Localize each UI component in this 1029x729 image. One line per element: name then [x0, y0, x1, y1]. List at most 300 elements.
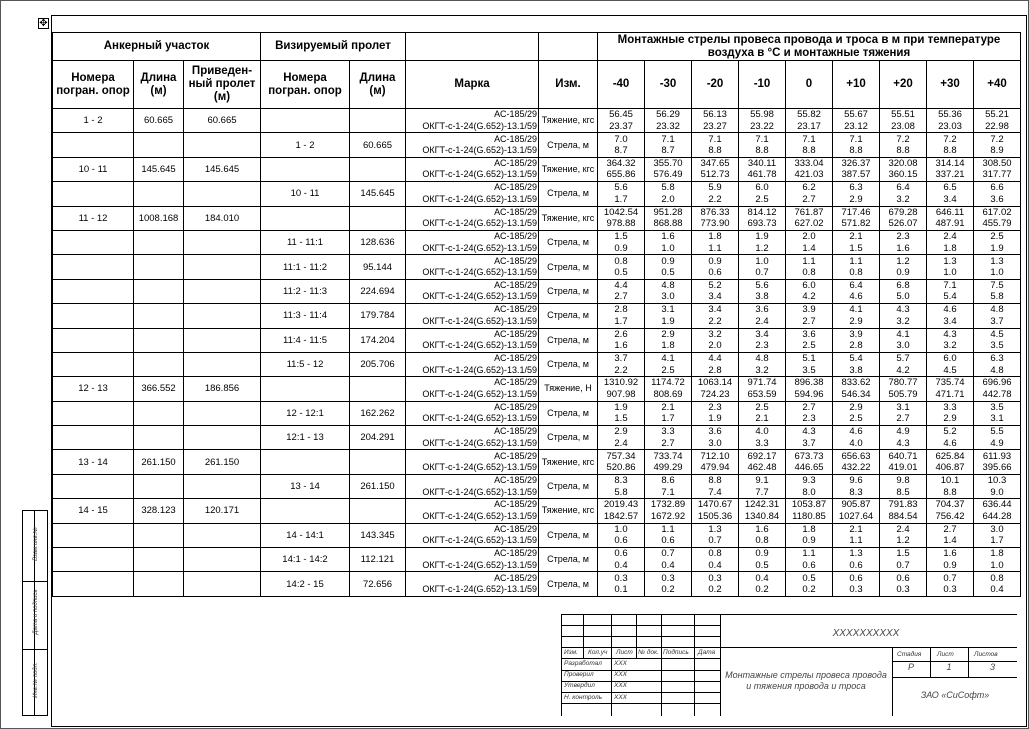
anchor-poles-cell — [53, 548, 134, 572]
value-cell — [786, 304, 833, 328]
value-wire: 1.1 — [849, 255, 863, 267]
value-cable: 2.0 — [661, 193, 675, 205]
value-cell — [927, 109, 974, 133]
anchor-length-cell: 145.645 — [134, 157, 184, 181]
value-wire: 1053.87 — [791, 499, 827, 511]
span-length-cell: 95.144 — [350, 255, 406, 279]
value-cell — [645, 182, 692, 206]
value-wire: 6.0 — [755, 182, 769, 194]
value-cell — [880, 328, 927, 352]
value-cable: 1.9 — [990, 242, 1004, 254]
span-poles-cell: 12:1 - 13 — [261, 426, 350, 450]
mark-cable: ОКГТ-с-1-24(G.652)-13.1/59 — [422, 462, 537, 473]
value-cell — [927, 548, 974, 572]
document-title: Монтажные стрелы провеса провода и тяжения провода и троса — [725, 670, 887, 691]
value-wire: 314.14 — [935, 157, 965, 169]
mark-wire: АС-185/29 — [494, 401, 537, 412]
value-cell — [692, 328, 739, 352]
anchor-reduced-cell — [184, 230, 261, 254]
value-wire: 55.36 — [938, 109, 962, 121]
value-wire: 1042.54 — [603, 206, 639, 218]
sheets-label: Листов — [974, 651, 998, 658]
value-cell — [880, 109, 927, 133]
anchor-reduced-cell: 186.856 — [184, 377, 261, 401]
anchor-poles-cell — [53, 279, 134, 303]
anchor-length-cell — [134, 523, 184, 547]
mark-cable: ОКГТ-с-1-24(G.652)-13.1/59 — [422, 120, 537, 131]
value-cell — [739, 474, 786, 498]
value-wire: 7.2 — [896, 133, 910, 145]
value-cable: 8.8 — [849, 145, 863, 157]
value-cable: 8.7 — [661, 145, 675, 157]
value-cable: 3.2 — [943, 340, 957, 352]
value-cell — [927, 377, 974, 401]
value-wire: 1.9 — [614, 401, 628, 413]
value-cell — [833, 450, 880, 474]
value-cell — [974, 523, 1021, 547]
value-wire: 5.8 — [661, 182, 675, 194]
stamp-col: Кол.уч — [588, 649, 608, 656]
value-cell — [927, 157, 974, 181]
anchor-reduced-cell — [184, 401, 261, 425]
value-cable: 406.87 — [935, 462, 965, 474]
value-wire: 55.82 — [797, 109, 821, 121]
anchor-reduced-cell — [184, 328, 261, 352]
value-cable: 8.5 — [896, 486, 910, 498]
value-cell — [645, 352, 692, 376]
value-wire: 0.9 — [708, 255, 722, 267]
value-wire: 5.6 — [755, 279, 769, 291]
value-wire: 1.8 — [708, 231, 722, 243]
anchor-length-cell — [134, 133, 184, 157]
value-wire: 0.5 — [802, 572, 816, 584]
value-cell — [739, 109, 786, 133]
table-row — [53, 230, 1021, 254]
mark-cable: ОКГТ-с-1-24(G.652)-13.1/59 — [422, 169, 537, 180]
value-cable: 0.1 — [614, 584, 628, 596]
anchor-poles-cell — [53, 304, 134, 328]
value-cable: 2.9 — [943, 413, 957, 425]
value-cell — [927, 401, 974, 425]
value-wire: 7.0 — [614, 133, 628, 145]
value-wire: 1.1 — [661, 523, 675, 535]
stamp-name: ХХХ — [614, 682, 628, 689]
value-cell — [974, 572, 1021, 596]
value-cable: 1.9 — [661, 315, 675, 327]
value-cell — [833, 255, 880, 279]
value-cable: 2.7 — [896, 413, 910, 425]
mark-cell — [406, 133, 539, 157]
value-cable: 8.8 — [755, 145, 769, 157]
stamp-role: Утвердил — [564, 682, 595, 689]
table-row — [53, 352, 1021, 376]
value-cell — [645, 523, 692, 547]
value-cable: 360.15 — [888, 169, 918, 181]
value-cell — [739, 426, 786, 450]
value-cable: 4.2 — [896, 364, 910, 376]
value-cable: 526.07 — [888, 218, 918, 230]
value-cable: 0.9 — [802, 535, 816, 547]
value-cable: 8.0 — [802, 486, 816, 498]
value-cable: 487.91 — [935, 218, 965, 230]
value-cable: 499.29 — [653, 462, 683, 474]
value-wire: 4.8 — [661, 279, 675, 291]
value-cell — [692, 450, 739, 474]
value-cable: 3.2 — [896, 193, 910, 205]
value-cable: 4.6 — [943, 437, 957, 449]
anchor-reduced-cell — [184, 352, 261, 376]
unit-cell: Стрела, м — [539, 426, 598, 450]
value-cell — [598, 157, 645, 181]
mark-wire: АС-185/29 — [494, 255, 537, 266]
mark-wire: АС-185/29 — [494, 231, 537, 242]
value-cell — [974, 377, 1021, 401]
value-cable: 1.7 — [990, 535, 1004, 547]
value-cell — [833, 377, 880, 401]
value-cable: 8.9 — [990, 145, 1004, 157]
value-cell — [927, 450, 974, 474]
value-cable: 756.42 — [935, 510, 965, 522]
value-cell — [598, 572, 645, 596]
anchor-poles-cell — [53, 523, 134, 547]
anchor-poles-cell — [53, 182, 134, 206]
value-cell — [974, 426, 1021, 450]
span-length-cell: 128.636 — [350, 230, 406, 254]
value-wire: 0.7 — [661, 548, 675, 560]
mark-wire: АС-185/29 — [494, 109, 537, 120]
value-wire: 9.3 — [802, 475, 816, 487]
value-cell — [645, 548, 692, 572]
value-wire: 1.6 — [755, 523, 769, 535]
value-cable: 2.3 — [802, 413, 816, 425]
value-cable: 23.17 — [797, 120, 821, 132]
value-cable: 7.7 — [755, 486, 769, 498]
mark-cable: ОКГТ-с-1-24(G.652)-13.1/59 — [422, 413, 537, 424]
span-poles-cell: 1 - 2 — [261, 133, 350, 157]
value-cable: 724.23 — [700, 388, 730, 400]
value-wire: 3.7 — [614, 353, 628, 365]
value-cable: 3.2 — [896, 315, 910, 327]
value-wire: 780.77 — [888, 377, 918, 389]
value-wire: 1.6 — [661, 231, 675, 243]
mark-wire: АС-185/29 — [494, 133, 537, 144]
table-row — [53, 572, 1021, 596]
anchor-poles-cell — [53, 572, 134, 596]
sheet-label: Лист — [937, 651, 954, 658]
value-cable: 1.5 — [614, 413, 628, 425]
unit-cell: Тяжение, кгс — [539, 157, 598, 181]
value-cell — [692, 523, 739, 547]
span-poles-cell: 11:2 - 11:3 — [261, 279, 350, 303]
value-cable: 8.8 — [802, 145, 816, 157]
value-cell — [645, 401, 692, 425]
value-cable: 0.4 — [990, 584, 1004, 596]
value-cell — [598, 109, 645, 133]
value-cable: 23.12 — [844, 120, 868, 132]
mark-cell — [406, 426, 539, 450]
anchor-poles-cell — [53, 328, 134, 352]
value-wire: 0.8 — [990, 572, 1004, 584]
table-row — [53, 426, 1021, 450]
value-wire: 2.3 — [708, 401, 722, 413]
anchor-poles-cell — [53, 352, 134, 376]
unit-cell: Стрела, м — [539, 548, 598, 572]
value-wire: 4.3 — [943, 328, 957, 340]
mark-wire: АС-185/29 — [494, 182, 537, 193]
value-cable: 571.82 — [841, 218, 871, 230]
value-wire: 3.2 — [708, 328, 722, 340]
value-wire: 761.87 — [794, 206, 824, 218]
value-cell — [974, 401, 1021, 425]
value-wire: 0.9 — [661, 255, 675, 267]
header-mark: Марка — [406, 61, 539, 109]
value-wire: 0.9 — [755, 548, 769, 560]
value-cable: 4.6 — [849, 291, 863, 303]
value-cable: 644.28 — [982, 510, 1012, 522]
value-cable: 0.5 — [614, 267, 628, 279]
value-cable: 2.7 — [802, 193, 816, 205]
value-cell — [739, 157, 786, 181]
value-cell — [598, 255, 645, 279]
value-cable: 2.5 — [755, 193, 769, 205]
value-cable: 4.3 — [896, 437, 910, 449]
value-cable: 1180.85 — [792, 510, 826, 522]
side-label: Дата и подпись — [33, 589, 39, 635]
value-cable: 8.8 — [708, 145, 722, 157]
value-cable: 461.78 — [747, 169, 777, 181]
span-length-cell: 261.150 — [350, 474, 406, 498]
value-cable: 1.7 — [661, 413, 675, 425]
value-wire: 8.3 — [614, 475, 628, 487]
value-cell — [974, 304, 1021, 328]
mark-cell — [406, 304, 539, 328]
value-wire: 7.5 — [990, 279, 1004, 291]
value-wire: 1242.31 — [744, 499, 780, 511]
value-cell — [645, 206, 692, 230]
value-cable: 2.9 — [849, 315, 863, 327]
value-cable: 2.3 — [755, 340, 769, 352]
value-cable: 8.3 — [849, 486, 863, 498]
header-unit: Изм. — [539, 61, 598, 109]
value-wire: 2.0 — [802, 231, 816, 243]
anchor-length-cell — [134, 426, 184, 450]
value-cable: 3.1 — [990, 413, 1004, 425]
value-cell — [833, 499, 880, 523]
value-wire: 3.4 — [755, 328, 769, 340]
span-length-cell: 224.694 — [350, 279, 406, 303]
value-cell — [598, 450, 645, 474]
value-cable: 3.0 — [896, 340, 910, 352]
value-wire: 0.6 — [614, 548, 628, 560]
value-cell — [645, 304, 692, 328]
value-cell — [880, 157, 927, 181]
value-cable: 23.37 — [609, 120, 633, 132]
value-cable: 2.8 — [849, 340, 863, 352]
value-cable: 3.8 — [849, 364, 863, 376]
value-cable: 7.4 — [708, 486, 722, 498]
mark-wire: АС-185/29 — [494, 328, 537, 339]
value-wire: 1063.14 — [697, 377, 733, 389]
value-wire: 625.84 — [935, 450, 965, 462]
mark-cable: ОКГТ-с-1-24(G.652)-13.1/59 — [422, 267, 537, 278]
value-cable: 978.88 — [606, 218, 636, 230]
span-length-cell — [350, 157, 406, 181]
mark-cell — [406, 499, 539, 523]
value-cable: 317.77 — [982, 169, 1012, 181]
value-cable: 576.49 — [653, 169, 683, 181]
value-cable: 8.8 — [943, 145, 957, 157]
value-wire: 333.04 — [794, 157, 824, 169]
value-cable: 0.9 — [614, 242, 628, 254]
value-cell — [974, 230, 1021, 254]
value-cell — [786, 279, 833, 303]
value-wire: 640.71 — [888, 450, 918, 462]
mark-cell — [406, 377, 539, 401]
value-cell — [645, 279, 692, 303]
value-cell — [880, 352, 927, 376]
value-wire: 2.9 — [849, 401, 863, 413]
value-cell — [880, 377, 927, 401]
value-cable: 23.08 — [891, 120, 915, 132]
anchor-length-cell — [134, 328, 184, 352]
anchor-length-cell: 261.150 — [134, 450, 184, 474]
value-cable: 419.01 — [888, 462, 918, 474]
stage-label: Стадия — [897, 651, 922, 658]
value-cell — [786, 523, 833, 547]
span-poles-cell — [261, 377, 350, 401]
value-wire: 712.10 — [700, 450, 730, 462]
value-cell — [598, 304, 645, 328]
stamp-col: Лист — [616, 649, 633, 656]
span-poles-cell: 12 - 12:1 — [261, 401, 350, 425]
value-cell — [645, 230, 692, 254]
value-cell — [880, 523, 927, 547]
value-cell — [598, 182, 645, 206]
value-cell — [692, 548, 739, 572]
value-cell — [786, 230, 833, 254]
value-wire: 905.87 — [841, 499, 871, 511]
span-length-cell: 112.121 — [350, 548, 406, 572]
table-row — [53, 328, 1021, 352]
value-cable: 4.9 — [990, 437, 1004, 449]
mark-wire: АС-185/29 — [494, 279, 537, 290]
span-poles-cell: 14:2 - 15 — [261, 572, 350, 596]
value-cell — [833, 157, 880, 181]
value-wire: 7.1 — [661, 133, 675, 145]
value-cable: 1.5 — [849, 242, 863, 254]
value-cable: 1.0 — [661, 242, 675, 254]
value-wire: 56.45 — [609, 109, 633, 121]
value-wire: 2.9 — [661, 328, 675, 340]
value-cell — [974, 352, 1021, 376]
anchor-reduced-cell — [184, 304, 261, 328]
value-cell — [927, 474, 974, 498]
anchor-reduced-cell: 261.150 — [184, 450, 261, 474]
anchor-reduced-cell: 120.171 — [184, 499, 261, 523]
value-cell — [739, 230, 786, 254]
value-wire: 355.70 — [653, 157, 683, 169]
value-wire: 2.9 — [614, 426, 628, 438]
span-poles-cell — [261, 206, 350, 230]
value-cable: 0.8 — [802, 267, 816, 279]
value-cell — [974, 328, 1021, 352]
anchor-length-cell — [134, 255, 184, 279]
value-wire: 4.6 — [849, 426, 863, 438]
value-cell — [645, 328, 692, 352]
span-length-cell: 204.291 — [350, 426, 406, 450]
value-cell — [833, 352, 880, 376]
anchor-reduced-cell — [184, 426, 261, 450]
value-cell — [927, 133, 974, 157]
value-wire: 1732.89 — [650, 499, 686, 511]
value-cable: 0.8 — [755, 535, 769, 547]
value-cell — [598, 352, 645, 376]
span-poles-cell — [261, 450, 350, 474]
mark-cell — [406, 206, 539, 230]
value-cable: 395.66 — [982, 462, 1012, 474]
value-cell — [739, 352, 786, 376]
value-cable: 0.6 — [661, 535, 675, 547]
header-temp: +30 — [927, 61, 974, 109]
value-cable: 1.0 — [990, 559, 1004, 571]
value-wire: 3.6 — [708, 426, 722, 438]
value-cable: 0.6 — [802, 559, 816, 571]
value-wire: 7.1 — [755, 133, 769, 145]
value-wire: 7.1 — [943, 279, 957, 291]
anchor-reduced-cell — [184, 474, 261, 498]
span-length-cell — [350, 377, 406, 401]
value-cell — [786, 474, 833, 498]
value-cable: 3.5 — [990, 340, 1004, 352]
value-cell — [974, 109, 1021, 133]
value-wire: 6.3 — [990, 353, 1004, 365]
value-cell — [739, 279, 786, 303]
anchor-poles-cell — [53, 426, 134, 450]
value-cell — [598, 230, 645, 254]
unit-cell: Стрела, м — [539, 352, 598, 376]
value-cell — [927, 279, 974, 303]
value-cable: 2.0 — [708, 340, 722, 352]
value-cell — [692, 182, 739, 206]
value-cell — [786, 548, 833, 572]
stamp-role: Разработал — [564, 660, 602, 667]
value-cable: 2.8 — [708, 364, 722, 376]
value-wire: 9.8 — [896, 475, 910, 487]
value-wire: 0.7 — [943, 572, 957, 584]
value-cable: 479.94 — [700, 462, 730, 474]
value-cell — [974, 206, 1021, 230]
value-wire: 0.8 — [708, 548, 722, 560]
value-cell — [974, 548, 1021, 572]
mark-wire: АС-185/29 — [494, 426, 537, 437]
value-cell — [692, 255, 739, 279]
value-cable: 0.4 — [708, 559, 722, 571]
value-cable: 8.8 — [896, 145, 910, 157]
value-cable: 1.6 — [614, 340, 628, 352]
table-move-handle[interactable]: ✥ — [39, 18, 48, 29]
anchor-length-cell: 60.665 — [134, 109, 184, 133]
value-wire: 1.6 — [943, 548, 957, 560]
value-cable: 23.22 — [750, 120, 774, 132]
value-cell — [692, 499, 739, 523]
value-wire: 1310.92 — [603, 377, 639, 389]
table-row — [53, 255, 1021, 279]
span-poles-cell: 13 - 14 — [261, 474, 350, 498]
value-cable: 0.7 — [708, 535, 722, 547]
value-cable: 2.2 — [614, 364, 628, 376]
anchor-length-cell — [134, 304, 184, 328]
unit-cell: Стрела, м — [539, 182, 598, 206]
